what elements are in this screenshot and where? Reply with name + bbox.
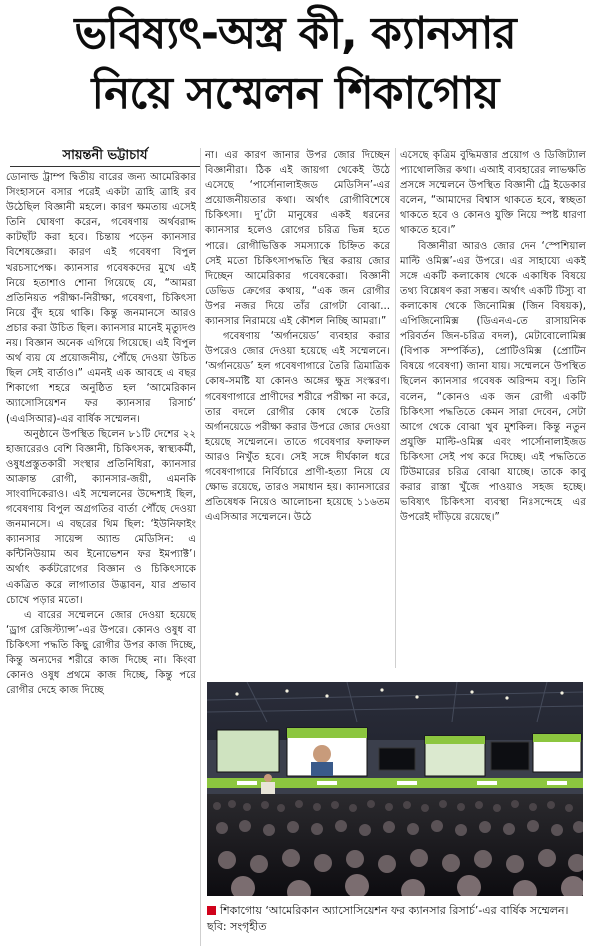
article-column-1 [6,170,196,948]
paragraph: অনুষ্ঠানে উপস্থিত ছিলেন ৮১টি দেশের ২২ হাজারেরও বেশি বিজ্ঞানী, চিকিৎসক, স্বাস্থ্যকর্মী, ওষুধপ্রস্তুতকারী সংস্থার প্রতিনিধিরা, ক্যানসার আক্রান্ত রোগী, ক্যানসার-জয়ী, এমনকি সাংবাদিকেরাও। এই সম্মেলনের উদ্দেশ্যই ছিল, গবেষণায় বিপুল অগ্রগতির বার্তা পৌঁছে দেওয়া জনমানসে। এ বছরের থিম ছিল: ‘ইউনিফাইং ক্যানসার সায়েন্স অ্যান্ড মেডিসিন: এ কন্টিনিউয়াম অব ইনোভেশন ফর ইমপ্যাক্ট’। অর্থাৎ কর্কটরোগের বিজ্ঞান ও চিকিৎসাকে একত্রিত করে লাগাতার উদ্ভাবন, যার প্রভাব চোখে পড়ার মতো। [6,428,196,606]
caption-credit: ছবি: সংগৃহীত [207,920,267,933]
paragraph: এসেছে কৃত্রিম বুদ্ধিমত্তার প্রয়োগ ও ডিজিট্যাল প্যাথোলজির কথা। এআই ব্যবহারের লাভক্ষতি প্রসঙ্গে সম্মেলনে উপস্থিত বিজ্ঞানী ট্রে ইডেকার বলেন, “আমাদের বিশ্বাস থাকতে হবে, স্বচ্ছতা থাকতে হবে ও কোনও যুক্তি নিয়ে স্পষ্ট ধারণা থাকতে হবে।” [400,150,586,237]
paragraph: ডোনাল্ড ট্রাম্প দ্বিতীয় বারের জন্য আমেরিকার সিংহাসনে বসার পরেই একটা ত্রাহি ত্রাহি রব উঠেছিল বিজ্ঞানী মহলে। কারণ ক্ষমতায় এসেই তিনি ঘোষণা করেন, গবেষণায় অর্থবরাদ্দ কাটছাঁট করা হবে। চিন্তায় পড়েন ক্যানসার বিশেষজ্ঞেরা। কারণ এই গবেষণা বিপুল খরচসাপেক্ষ। ক্যানসার গবেষকদের মুখে এই নিয়ে হতাশাও শোনা গিয়েছে যে, “আমরা প্রতিনিয়ত পরীক্ষা-নিরীক্ষা, গবেষণা, চিকিৎসা নিয়ে বুঁদ হয়ে থাকি। কিন্তু জনমানসে আরও প্রচার করা উচিত ছিল। ক্যানসার মানেই মৃত্যুদণ্ড নয়। বিজ্ঞান অনেক এগিয়ে গিয়েছে। এই বিপুল অর্থ ব্যয় যে প্রয়োজনীয়, পৌঁছে দেওয়া উচিত ছিল সেই বার্তাও।” এমনই এক আবহে এ বছর শিকাগো শহরে অনুষ্ঠিত হল ‘আমেরিকান অ্যাসোসিয়েশন ফর ক্যানসার রিসার্চ’ (এএসিআর)-এর বার্ষিক সম্মেলন। [6,172,196,425]
caption-marker [207,906,216,915]
headline-line-1: ভবিষ্যৎ-অস্ত্র কী, ক্যানসার [74,8,516,59]
paragraph: বিজ্ঞানীরা আরও জোর দেন ‘স্পেশিয়াল মাল্টি ওমিক্স’-এর উপরে। এর সাহায্যে একই সঙ্গে একটি কলাকোষ থেকে একাধিক বিষয়ে তথ্য বিশ্লেষণ করা সম্ভব। অর্থাৎ একটি টিস্যু বা কলাকোষ থেকে জিনোমিক্স (জিন বিষয়ক), এপিজিনোমিক্স (ডিএনএ-তে রাসায়নিক পরিবর্তন জিন-চরিত্র বদল), মেটাবোলোমিক্স (বিপাক সম্পর্কিত), প্রোটিওমিক্স (প্রোটিন বিষয়ে গবেষণা) জানা যায়। সম্মেলনে উপস্থিত ছিলেন ক্যানসার গবেষক অরিন্দম বসু। তিনি বলেন, “কোনও এক জন রোগী একটি চিকিৎসা পদ্ধতিতে কেমন সারা দেবেন, সেটা আগে থেকে বোঝা খুব মুশকিল। কিন্তু নতুন প্রযুক্তি মাল্টি-ওমিক্স এবং পার্সোনালাইজড চিকিৎসা সেই পথ করে দিচ্ছে। এই পদ্ধতিতে টিউমারের চরিত্র বোঝা যাচ্ছে। তাকে কাবু করার রাস্তা খুঁজে পাওয়াও সহজ হচ্ছে। ভবিষ্যৎ চিকিৎসা ব্যবস্থা নিঃসন্দেহে এর উপরেই দাঁড়িয়ে রয়েছে।” [400,240,586,524]
paragraph: গবেষণায় ‘অর্গানয়েড’ ব্যবহার করার উপরেও জোর দেওয়া হয়েছে এই সম্মেলনে। ‘অর্গানয়েড’ হল গবেষণাগারে তৈরি ত্রিমাত্রিক কোষ-সমষ্টি যা কোনও অঙ্গের ক্ষুদ্র সংস্করণ। গবেষণাগারে প্রাণীদের শরীরে পরীক্ষা না করে, তার বদলে রোগীর কোষ থেকে তৈরি অর্গানয়েডে পরীক্ষা করার উপরে জোর দেওয়া হয়েছে সম্মেলনে। তাতে গবেষণার ফলাফল আরও নিখুঁত হবে। সেই সঙ্গে দীর্ঘকাল ধরে গবেষণাগারে নির্বিচারে প্রাণী-হত্যা নিয়ে যে ক্ষোভ রয়েছে, তারও সমাধান হয়। ক্যানসারের প্রতিষেধক নিয়েও আলোচনা হয়েছে ১১৬তম এএসিআর সম্মেলনে। উঠে [205,331,390,524]
paragraph: না। এর কারণ জানার উপর জোর দিচ্ছেন বিজ্ঞানীরা। ঠিক এই জায়গা থেকেই উঠে এসেছে ‘পার্সোনালাইজড মেডিসিন’-এর প্রয়োজনীয়তার কথা। অর্থাৎ রোগীবিশেষে চিকিৎসা। দু’টো মানুষের একই ধরনের ক্যানসার হলেও রোগের চরিত্র ভিন্ন হতে পারে। রোগীভিত্তিক সমস্যাকে চিহ্নিত করে সেই মতো চিকিৎসাপদ্ধতি স্থির করায় জোর দিচ্ছেন আমেরিকার গবেষকেরা। বিজ্ঞানী ডেভিড ক্রেগের কথায়, “এক জন রোগীর উপর নজর দিয়ে তাঁর রোগটা বোঝা... ক্যানসার নিরাময়ে এই কৌশল নিচ্ছি আমরা।” [205,150,390,328]
column-divider [395,148,396,668]
paragraph: এ বারের সম্মেলনে জোর দেওয়া হয়েছে ‘ড্রাগ রেজিস্ট্যান্স’-এর উপরে। কোনও ওষুধ বা চিকিৎসা পদ্ধতি কিছু রোগীর উপর কাজ দিচ্ছে, কিন্তু অন্যদের শরীরে কাজ দিচ্ছে না। কিংবা কোনও ওষুধ প্রথমে কাজ দিচ্ছে, কিন্তু পরে রোগীর দেহে কাজ দিচ্ছে [6,609,196,697]
column-divider [200,148,201,946]
headline [0,4,590,124]
caption-text: শিকাগোয় ‘আমেরিকান অ্যাসোসিয়েশন ফর ক্যানসার রিসার্চ’-এর বার্ষিক সম্মেলন। [220,904,569,917]
conference-photo [207,682,583,896]
headline-line-2: নিয়ে সম্মেলন শিকাগোয় [91,68,499,119]
photo-caption [207,903,583,935]
article-column-3 [400,148,586,666]
byline: সায়ন্তনী ভট্টাচার্য [10,146,200,167]
conference-hall-illustration [207,682,583,896]
article-column-2 [205,148,390,666]
